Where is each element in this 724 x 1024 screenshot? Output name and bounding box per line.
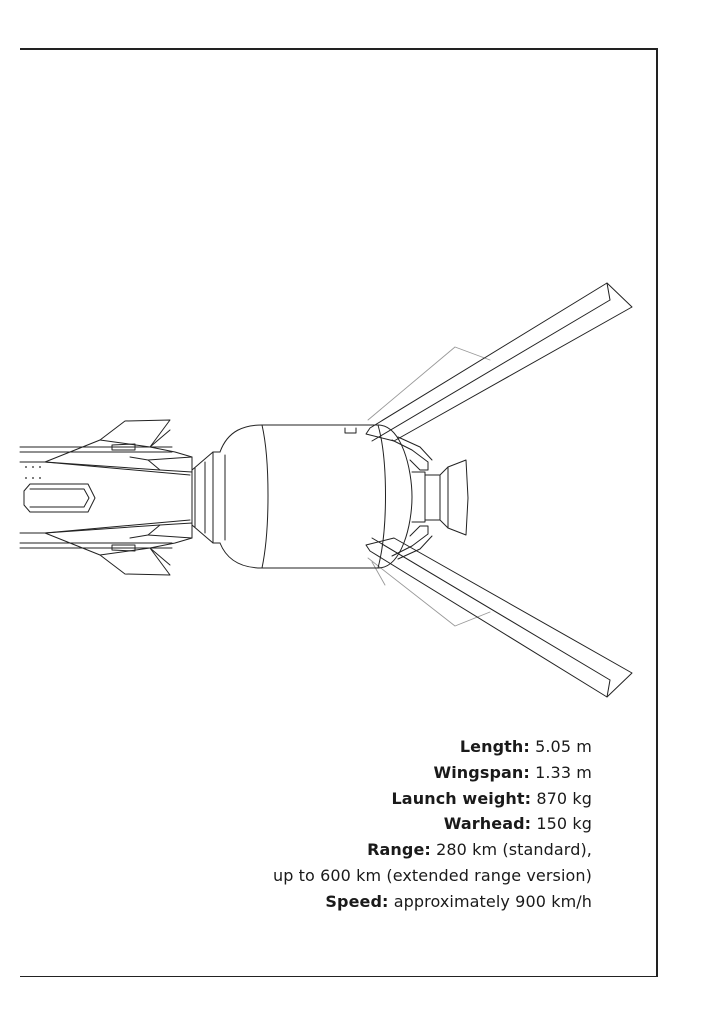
engine-pod <box>220 425 412 568</box>
hex-panel <box>24 484 95 512</box>
spec-label: Range: <box>367 840 431 860</box>
spec-range <box>273 837 592 863</box>
spec-value: 150 kg <box>531 814 592 834</box>
missile-fuselage <box>20 447 172 548</box>
spec-label: Warhead: <box>443 814 532 834</box>
neck-joint <box>192 452 220 543</box>
spec-launch-weight <box>273 786 592 812</box>
spec-length <box>273 734 592 760</box>
spec-speed <box>273 889 592 915</box>
spec-label: Launch weight: <box>391 788 532 808</box>
spec-list <box>273 734 592 915</box>
spec-label: Length: <box>459 737 530 756</box>
rear-fin-shadows <box>368 347 490 626</box>
spec-warhead <box>273 811 592 837</box>
spec-value: 870 kg <box>531 788 592 808</box>
spec-value: 280 km (standard), <box>430 840 592 860</box>
spec-range-extended <box>273 863 592 889</box>
upper-rear-fin <box>366 283 632 441</box>
rivet-dots <box>25 466 41 479</box>
spec-value: approximately 900 km/h <box>388 891 592 911</box>
spec-label: Speed: <box>325 891 389 911</box>
spec-wingspan <box>273 760 592 786</box>
spec-value: 1.33 m <box>529 762 592 782</box>
lower-rear-fin <box>366 538 632 697</box>
spec-value: 5.05 m <box>529 737 592 756</box>
spec-value: up to 600 km (extended range version) <box>272 865 592 885</box>
spec-label: Wingspan: <box>433 762 530 782</box>
nozzle <box>412 460 468 535</box>
